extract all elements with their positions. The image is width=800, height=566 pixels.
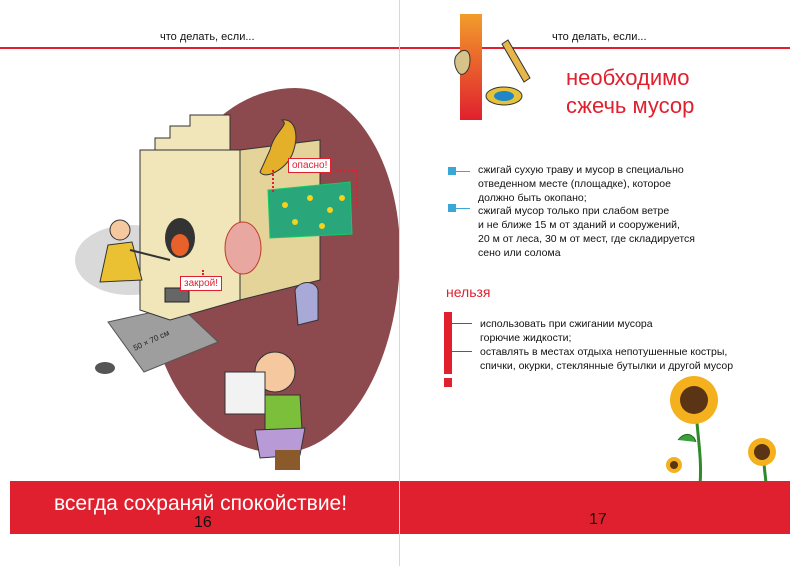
bullet-icon [448, 167, 456, 175]
forbidden-leader [452, 351, 472, 352]
plate-size-label: 50 × 70 см [131, 328, 171, 353]
page-number: 16 [194, 514, 212, 531]
sunflower-icon [666, 457, 682, 473]
apple-core-icon [455, 50, 470, 74]
forbidden-heading: нельзя [446, 284, 491, 300]
fish-bone-icon [502, 40, 530, 82]
header-rule [0, 47, 400, 49]
forbidden-leader [452, 323, 472, 324]
header-text: что делать, если... [160, 31, 255, 43]
stool [275, 450, 300, 470]
forbidden-item: использовать при сжигании мусора горючие жидкости; [480, 318, 653, 344]
stove-top [155, 115, 230, 150]
curtain [268, 182, 352, 238]
sunflowers-illustration [636, 370, 796, 485]
exclamation-icon [444, 312, 452, 374]
bullet-icon [448, 204, 456, 212]
cat [295, 283, 318, 326]
rule-item: сжигай сухую траву и мусор в специально отведенном месте (площадке), которое должно быть окопано; [478, 164, 684, 204]
can-label [494, 91, 514, 101]
girl-head [110, 220, 130, 240]
right-page [400, 0, 800, 566]
header-text: что делать, если... [552, 31, 647, 43]
headline-line2: сжечь мусор [566, 93, 695, 118]
footer-title: всегда сохраняй спокойствие! [54, 492, 348, 515]
trash-illustration [452, 38, 542, 118]
leader-line [336, 170, 356, 172]
mouse [95, 362, 115, 374]
forbidden-item: оставлять в местах отдыха непотушенные костры, спички, окурки, стеклянные бутылки и другой мусор [480, 346, 734, 372]
rule-item: сжигай мусор только при слабом ветре и не ближе 15 м от зданий и сооружений, 20 м от леса, 30 м от мест, где складируется сено или солома [478, 205, 695, 259]
brick-crack [225, 222, 261, 274]
danger-tag: опасно! [288, 158, 331, 173]
fire-glow [171, 234, 189, 256]
exclamation-dot [444, 378, 452, 387]
leader-line [272, 170, 274, 192]
sunflower-icon [748, 438, 776, 466]
bullet-leader [456, 171, 470, 172]
bullet-leader [456, 208, 470, 209]
boy-shirt [265, 395, 302, 432]
sunflower-icon [670, 376, 718, 424]
close-tag: закрой! [180, 276, 222, 291]
headline-line1: необходимо [566, 65, 690, 90]
stove-illustration [60, 110, 400, 475]
page-number: 17 [589, 511, 607, 528]
leader-line [356, 170, 358, 208]
newspaper [225, 372, 265, 414]
